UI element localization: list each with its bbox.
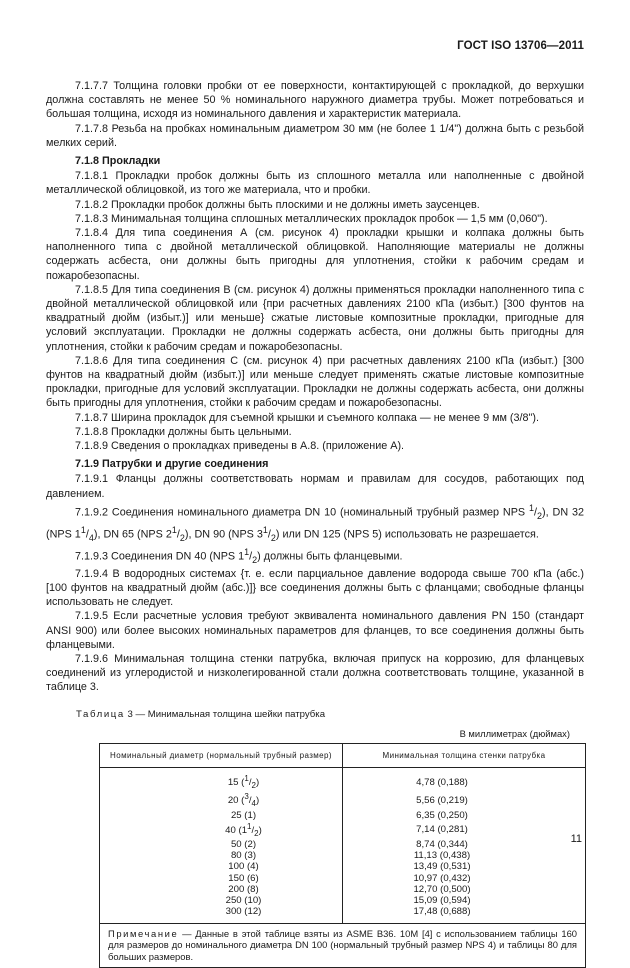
table-row: [100, 884, 586, 895]
nominal-diameter-cell: 50 (2): [100, 839, 343, 850]
table-row: [100, 850, 586, 861]
table-row: [100, 906, 586, 923]
table-row: [100, 873, 586, 884]
paragraph-7-1-8-8: 7.1.8.8 Прокладки должны быть цельными.: [75, 425, 292, 438]
table-row: [100, 821, 586, 839]
paragraph-7-1-8-2: 7.1.8.2 Прокладки пробок должны быть плоскими и не должны иметь заусенцев.: [75, 198, 480, 211]
paragraph-7-1-9-5: 7.1.9.5 Если расчетные условия требуют эквивалента номинального давления PN 150 (стандарт ANSI 900) или более высоких номинальных параметров для фланцев, то все соединения должны быть фланцевыми.: [46, 610, 584, 651]
paragraph-7-1-7-7: 7.1.7.7 Толщина головки пробки от ее поверхности, контактирующей с прокладкой, до верхушки должна составлять не менее 50 % номинального наружного диаметра трубы. Может потребоваться и большая толщина, исходя из номинального давления и характеристик материала.: [46, 80, 584, 121]
paragraph-7-1-9-2: 7.1.9.2 Соединения номинального диаметра DN 10 (номинальный трубный размер NPS $^1/_2$), DN 32 (NPS $1^1/_4$), DN 65 (NPS $2^1/_2$), DN 90 (NPS $3^1/_2$) или DN 125 (NPS 5) использовать не разрешается.: [46, 502, 585, 543]
wall-thickness-cell: 6,35 (0,250): [343, 810, 586, 821]
nominal-diameter-cell: 80 (3): [100, 850, 343, 861]
wall-thickness-cell: 12,70 (0,500): [343, 884, 586, 895]
nominal-diameter-cell: 40 $(1^1/_2)$: [100, 821, 343, 839]
wall-thickness-cell: 4,78 (0,188): [343, 767, 586, 791]
paragraph-7-1-9-6: 7.1.9.6 Минимальная толщина стенки патрубка, включая припуск на коррозию, для фланцевых соединений из углеродистой и низколегированной стали должна соответствовать толщине, указанной в таблице 3.: [46, 652, 584, 694]
wall-thickness-cell: 8,74 (0,344): [343, 839, 586, 850]
nominal-diameter-cell: 20 $(^3/_4)$: [100, 791, 343, 809]
wall-thickness-cell: 11,13 (0,438): [343, 850, 586, 861]
section-heading-7-1-9: 7.1.9 Патрубки и другие соединения: [75, 458, 269, 471]
section-heading-7-1-8: 7.1.8 Прокладки: [75, 155, 161, 168]
paragraph-7-1-8-3: 7.1.8.3 Минимальная толщина сплошных металлических прокладок пробок — 1,5 мм (0,060").: [75, 212, 548, 225]
paragraph-7-1-8-5: 7.1.8.5 Для типа соединения В (см. рисунок 4) должны применяться прокладки наполненного типа с двойной металлической облицовкой или {при расчетных давлениях 2100 кПа (избыт.) [300 фунтов на квадратный дюйм (избыт.)] или меньше} сжатые листовые композитные прокладки, пригодные для условий эксплуатации. Прокладки не должны содержать асбеста, они должны быть пригодны для уплотнения, стойки к рабочим средам и пожаробезопасны.: [46, 283, 584, 353]
nominal-diameter-cell: 25 (1): [100, 810, 343, 821]
paragraph-7-1-9-4: 7.1.9.4 В водородных системах {т. е. если парциальное давление водорода свыше 700 кПа (абс.) [100 фунтов на квадратный дюйм (абс.)]} все соединения должны быть с фланцами; свободные фланцы использовать не следует.: [46, 567, 584, 609]
wall-thickness-cell: 13,49 (0,531): [343, 861, 586, 872]
paragraph-7-1-8-6: 7.1.8.6 Для типа соединения С (см. рисунок 4) при расчетных давлениях 2100 кПа (избыт.) [300 фунтов на квадратный дюйм (избыт.)] или меньше следует применять сжатые листовые композитные прокладки, пригодные для условий эксплуатации. Прокладки не должны содержать асбеста, они должны быть пригодны для уплотнения, стойки к рабочим средам и пожаробезопасны.: [46, 354, 584, 410]
wall-thickness-cell: 15,09 (0,594): [343, 895, 586, 906]
nominal-diameter-cell: 15 $(^1/_2)$: [100, 767, 343, 791]
wall-thickness-cell: 7,14 (0,281): [343, 821, 586, 839]
wall-thickness-cell: 10,97 (0,432): [343, 873, 586, 884]
paragraph-7-1-8-7: 7.1.8.7 Ширина прокладок для съемной крышки и съемного колпака — не менее 9 мм (3/8").: [75, 411, 539, 424]
wall-thickness-cell: 5,56 (0,219): [343, 791, 586, 809]
table-row: [100, 810, 586, 821]
table-note: Примечание — Данные в этой таблице взяты из ASME B36. 10M [4] с использованием таблицы 160 для размеров до номинального диаметра DN 100 (нормальный трубный размер NPS 4) и таблицы 80 для больших размеров.: [100, 923, 586, 968]
nominal-diameter-cell: 250 (10): [100, 895, 343, 906]
paragraph-7-1-7-8: 7.1.7.8 Резьба на пробках номинальным диаметром 30 мм (не более 1 1/4") должна быть с резьбой мелких серий.: [46, 122, 584, 149]
document-body: [46, 79, 584, 968]
page-number: 11: [570, 833, 582, 845]
table-header-thickness: Минимальная толщина стенки патрубка: [343, 743, 586, 767]
table-caption: Таблица 3 — Минимальная толщина шейки патрубка: [76, 708, 326, 720]
paragraph-7-1-9-1: 7.1.9.1 Фланцы должны соответствовать нормам и правилам для сосудов, работающих под давлением.: [46, 473, 584, 500]
document-header: ГОСТ ISO 13706—2011: [457, 40, 584, 52]
paragraph-7-1-8-1: 7.1.8.1 Прокладки пробок должны быть из сплошного металла или наполненные с двойной металлической облицовкой, из того же материала, что и пробки.: [46, 170, 584, 197]
table-row: [100, 767, 586, 791]
nominal-diameter-cell: 200 (8): [100, 884, 343, 895]
table-body: [100, 767, 586, 923]
wall-thickness-cell: 17,48 (0,688): [343, 906, 586, 923]
table-row: [100, 861, 586, 872]
nominal-diameter-cell: 300 (12): [100, 906, 343, 923]
paragraph-7-1-8-4: 7.1.8.4 Для типа соединения А (см. рисунок 4) прокладки крышки и колпака должны быть наполненного типа с двойной металлической облицовкой. Наполняющие материалы не должны содержать асбеста, они должны быть пригодны для уплотнения, стойки к рабочим средам и пожаробезопасны.: [46, 227, 584, 282]
table-row: [100, 895, 586, 906]
paragraph-7-1-8-9: 7.1.8.9 Сведения о прокладках приведены в А.8. (приложение А).: [75, 440, 405, 453]
wall-thickness-table: [99, 743, 586, 968]
table-units: В миллиметрах (дюймах): [459, 727, 570, 739]
table-row: [100, 839, 586, 850]
nominal-diameter-cell: 100 (4): [100, 861, 343, 872]
table-header-diameter: Номинальный диаметр (нормальный трубный размер): [100, 743, 343, 767]
table-row: [100, 791, 586, 809]
paragraph-7-1-9-3: 7.1.9.3 Соединения DN 40 (NPS $1^1/_2$) должны быть фланцевыми.: [75, 546, 403, 565]
nominal-diameter-cell: 150 (6): [100, 873, 343, 884]
